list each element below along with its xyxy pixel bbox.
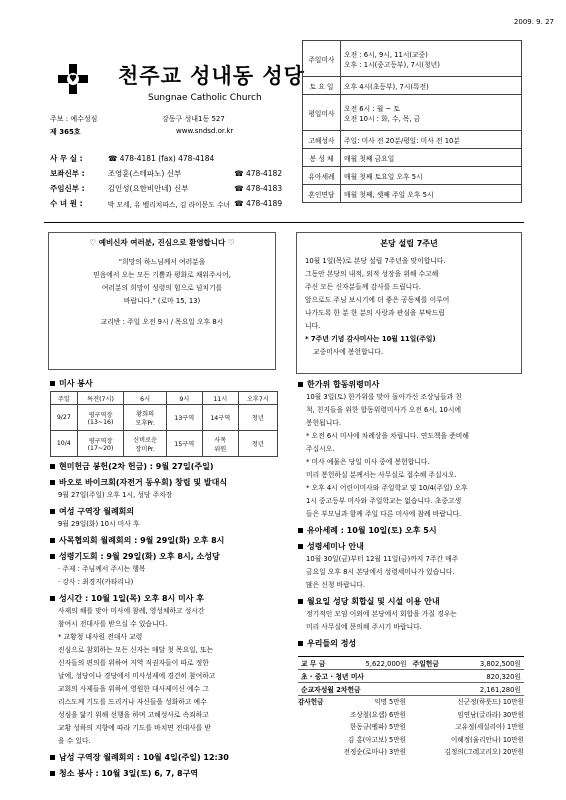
contact-list — [50, 151, 304, 211]
notice-text: 미리 사무실에 문의해 주시기 바랍니다. — [306, 623, 422, 631]
thanks-offerings: 감사헌금 익명 5만원 조상철(요셉) 6만원 한동규(펠파) 5만원 김 홍(아고보) 5만원 전정순(로마나) 3만원 신군정(하룻드) 10만원 임연남(글라라) 30만원 고유정(세실리아) 1만원 이혜정(율리안나) 10만원 김정의(그레고리오) 20만원 — [298, 698, 524, 756]
schedule-label: 평일미사 — [303, 95, 341, 131]
notice-text: 을 수 있다. — [58, 737, 91, 745]
schedule-label: 고해성사 — [303, 131, 341, 149]
notice-heading: 월요일 성당 회합실 및 시설 이용 안내 — [298, 595, 524, 608]
anniversary-box — [296, 232, 522, 374]
anniversary-line: 나가도록 한 분 한 분의 사랑과 관심을 부탁드립 — [305, 309, 445, 317]
notice-text: 교회의 사제들을 위하여 영원한 대사제이신 예수 그 — [58, 685, 209, 693]
schedule-label: 봉 성 체 — [303, 149, 341, 167]
schedule-label: 토 요 일 — [303, 77, 341, 95]
mass-service-heading: 미사 봉사 — [50, 378, 93, 389]
notice-heading: 현미헌금 봉헌(2차 헌금) : 9월 27일(주일) — [50, 460, 280, 473]
notice-text: * 미사 예물은 당일 미사 중에 봉헌합니다. — [306, 458, 430, 466]
notice-heading: 성령세미나 안내 — [298, 540, 524, 553]
notice-text: 날에, 성당이나 경당에서 미사성제에 경건히 참여하고 — [58, 672, 216, 680]
welcome-line: 믿음에서 오는 모든 기쁨과 평화로 채워주시어, — [93, 271, 231, 279]
schedule-label: 혼인면담 — [303, 185, 341, 203]
website: www.sndsd.or.kr — [176, 127, 234, 135]
notice-text: 10월 30일(금)부터 12월 11일(금)까지 7주간 매주 — [306, 555, 459, 563]
class-info: 교리반 : 주일 오전 9시 / 목요일 오후 8시 — [100, 318, 224, 326]
divider — [44, 222, 524, 223]
notice-text: 많은 신청 바랍니다. — [306, 581, 366, 589]
notice-text: 진심으로 참회하는 모든 신자는 매달 첫 목요일, 또는 — [58, 646, 214, 654]
patron: 주보 : 예수성심 — [50, 115, 98, 123]
notice-text: * 교황청 내사원 전대사 교령 — [58, 633, 143, 641]
notice-text: 금요일 오후 8시 본당에서 성령세미나가 있습니다. — [306, 568, 455, 576]
anniversary-line: 주신 모든 신자분들께 감사를 드립니다. — [305, 283, 421, 291]
anniversary-line: 10월 1일(목)로 본당 설립 7주년을 맞이합니다. — [305, 257, 446, 265]
notice-text: 척, 친지들을 위한 합동위령미사가 오전 6시, 10시에 — [306, 406, 462, 414]
contact-row: 수 녀 원 : 박 모세, 유 벨리치따스, 김 라이문도 수녀 ☎ 478-4189 — [50, 199, 283, 209]
issue-number: 제 365호 — [50, 128, 81, 136]
anniversary-line: 앞으로도 주님 보시기에 더 좋은 공동체를 이루어 — [305, 296, 450, 304]
notice-text: * 오전 6시 미사에 차례상을 차립니다. 연도책을 준비해 — [306, 432, 469, 440]
welcome-line: 바랍니다.” (로마 15, 13) — [123, 297, 201, 305]
notice-heading: 유아세례 : 10월 10일(토) 오후 5시 — [298, 524, 524, 537]
notice-heading: 사목협의회 월례회의 : 9월 29일(화) 오후 8시 — [50, 534, 280, 547]
welcome-line: “희망의 하느님께서 여러분을 — [118, 258, 206, 266]
mass-schedule-table: 주일미사 오전 : 6시, 9시, 11시(교중) 오후 : 1시(중고등부), 7시(청년) 토 요 일 오후 4시(초등부), 7시(특전) 평일미사 오전 6시 : 월 ~ 토 오전 10시 : 화, 수, 목, 금 고해성사 주일: 미사 전 20분/평일: 미사 전 10분 봉 성 체 매월 첫째 금요일 유아세례 매월 첫째 토요일 오후 5시 혼인면담 매월 첫째, 셋째 주일 오후 5시 — [302, 40, 522, 203]
offerings-table — [298, 656, 524, 696]
anniversary-heading: 본당 설립 7주년 — [380, 239, 438, 248]
notice-heading: 여성 구역장 월례회의 — [50, 505, 280, 518]
church-subtitle: Sungnae Catholic Church — [148, 93, 262, 103]
notice-text: 성심을 닮기 위해 선행을 하며 고해성사로 속죄하고 — [58, 711, 209, 719]
welcome-heading: ♡ 예비신자 여러분, 진심으로 환영합니다 ♡ — [89, 238, 235, 247]
table-row: 9/27 평구역장 (13~16) 황희의 모후Pr. 13구역 14구역 청년 — [51, 405, 278, 431]
church-title: 천주교 성내동 성당 — [118, 63, 305, 88]
notice-text: 사제의 해를 맞아 미사에 참례, 영성체하고 성시간 — [58, 607, 205, 615]
notice-text: 리스도께 기도를 드리거나 자신들을 성화하고 예수 — [58, 698, 207, 706]
anniversary-line: 니다. — [305, 322, 321, 330]
offerings-section — [298, 656, 524, 759]
schedule-label: 주일미사 — [303, 41, 341, 77]
bulletin-date: 2009. 9. 27 — [513, 18, 554, 26]
notice-heading: 성령기도회 : 9월 29일(화) 오후 8시, 소성당 — [50, 550, 280, 563]
notice-text: 9월 27일(주일) 오후 1시, 성당 주차장 — [58, 491, 173, 499]
contact-row: 사 무 실 : ☎ 478-4181 (fax) 478-4184 — [50, 154, 215, 163]
notice-text: · 강사 : 최경지(카타리나) — [58, 578, 134, 586]
contact-row: 보좌신부 : 조영훈(스테파노) 신부 ☎ 478-4182 — [50, 169, 283, 178]
notice-text: 참여시 전대사를 받으실 수 있습니다. — [58, 620, 168, 628]
notice-text: · 주제 : 주님께서 주시는 행복 — [58, 565, 146, 573]
notice-text: 봉헌됩니다. — [306, 419, 341, 427]
notice-text: 1시 중고등부 미사와 주일학교는 없습니다. 초중고생 — [306, 497, 462, 505]
welcome-box — [48, 232, 276, 370]
table-row: 순교자성월 2차헌금 2,161,280원 — [298, 683, 524, 696]
schedule-label: 유아세례 — [303, 167, 341, 185]
table-row: 초 · 중고 · 청년 미사 820,320원 — [298, 670, 524, 683]
notice-heading: 바오로 바이크회(자전거 동우회) 창립 및 발대식 — [50, 476, 280, 489]
left-notices — [50, 460, 280, 780]
notice-text: 10월 3일(토) 한가위를 맞아 돌아가신 조상님들과 친 — [306, 393, 462, 401]
notice-heading: 남성 구역장 월례회의 : 10월 4일(주일) 12:30 — [50, 751, 280, 764]
table-row: 10/4 평구역장 (17~20) 신비로운 장미Pr. 15구역 사목 위원 청년 — [51, 431, 278, 457]
notice-text: 주십시오. — [306, 445, 335, 453]
notice-heading: 우리들의 정성 — [298, 637, 524, 650]
anniversary-note: 교중미사에 봉헌합니다. — [313, 348, 383, 356]
contact-row: 주임신부 : 김인성(요한비안네) 신부 ☎ 478-4183 — [50, 184, 283, 193]
notice-text: 신자들의 편의를 위하여 지역 직권자들이 따로 정한 — [58, 659, 209, 667]
table-row: 교 무 금 5,622,000원 주일헌금 3,802,500원 — [298, 657, 524, 670]
mass-service-table: 주일 특전(7시) 6시 9시 11시 오후7시 9/27 평구역장 (13~16) 황희의 모후Pr. 13구역 14구역 청년 10/4 평구역장 (17~20) 신비로운 장미Pr. 15구역 사목 위원 청년 — [50, 391, 278, 457]
notice-text: 미리 봉헌하실 분께서는 사무실로 접수해 주십시오. — [306, 471, 457, 479]
notice-text: * 오후 4시 어린이미사와 주일학교 및 10/4(주일) 오후 — [306, 484, 468, 492]
anniversary-note: * 7주년 기념 감사미사는 10월 11일(주일) — [305, 335, 436, 343]
church-cross-icon — [58, 64, 88, 94]
notice-text: 들은 부모님과 함께 주일 다른 미사에 참례 바랍니다. — [306, 510, 462, 518]
notice-text: 9월 29일(화) 10시 미사 후 — [58, 520, 140, 528]
notice-text: 교황 성하의 지향에 따라 기도를 바치면 전대사를 받 — [58, 724, 212, 732]
notice-heading: 성시간 : 10월 1일(목) 오후 8시 미사 후 — [50, 592, 280, 605]
notice-heading: 한가위 합동위령미사 — [298, 378, 524, 391]
right-notices — [298, 378, 524, 650]
address: 강동구 성내1동 527 — [162, 115, 225, 123]
welcome-line: 여러분의 희망이 성령의 힘으로 넘치기를 — [101, 284, 223, 292]
notice-heading: 청소 봉사 : 10월 3일(토) 6, 7, 8구역 — [50, 767, 280, 780]
anniversary-line: 그동안 본당의 내적, 외적 성장을 위해 수고해 — [305, 270, 439, 278]
notice-text: 정기적인 모임 이외에 본당에서 회합을 가질 경우는 — [306, 610, 457, 618]
